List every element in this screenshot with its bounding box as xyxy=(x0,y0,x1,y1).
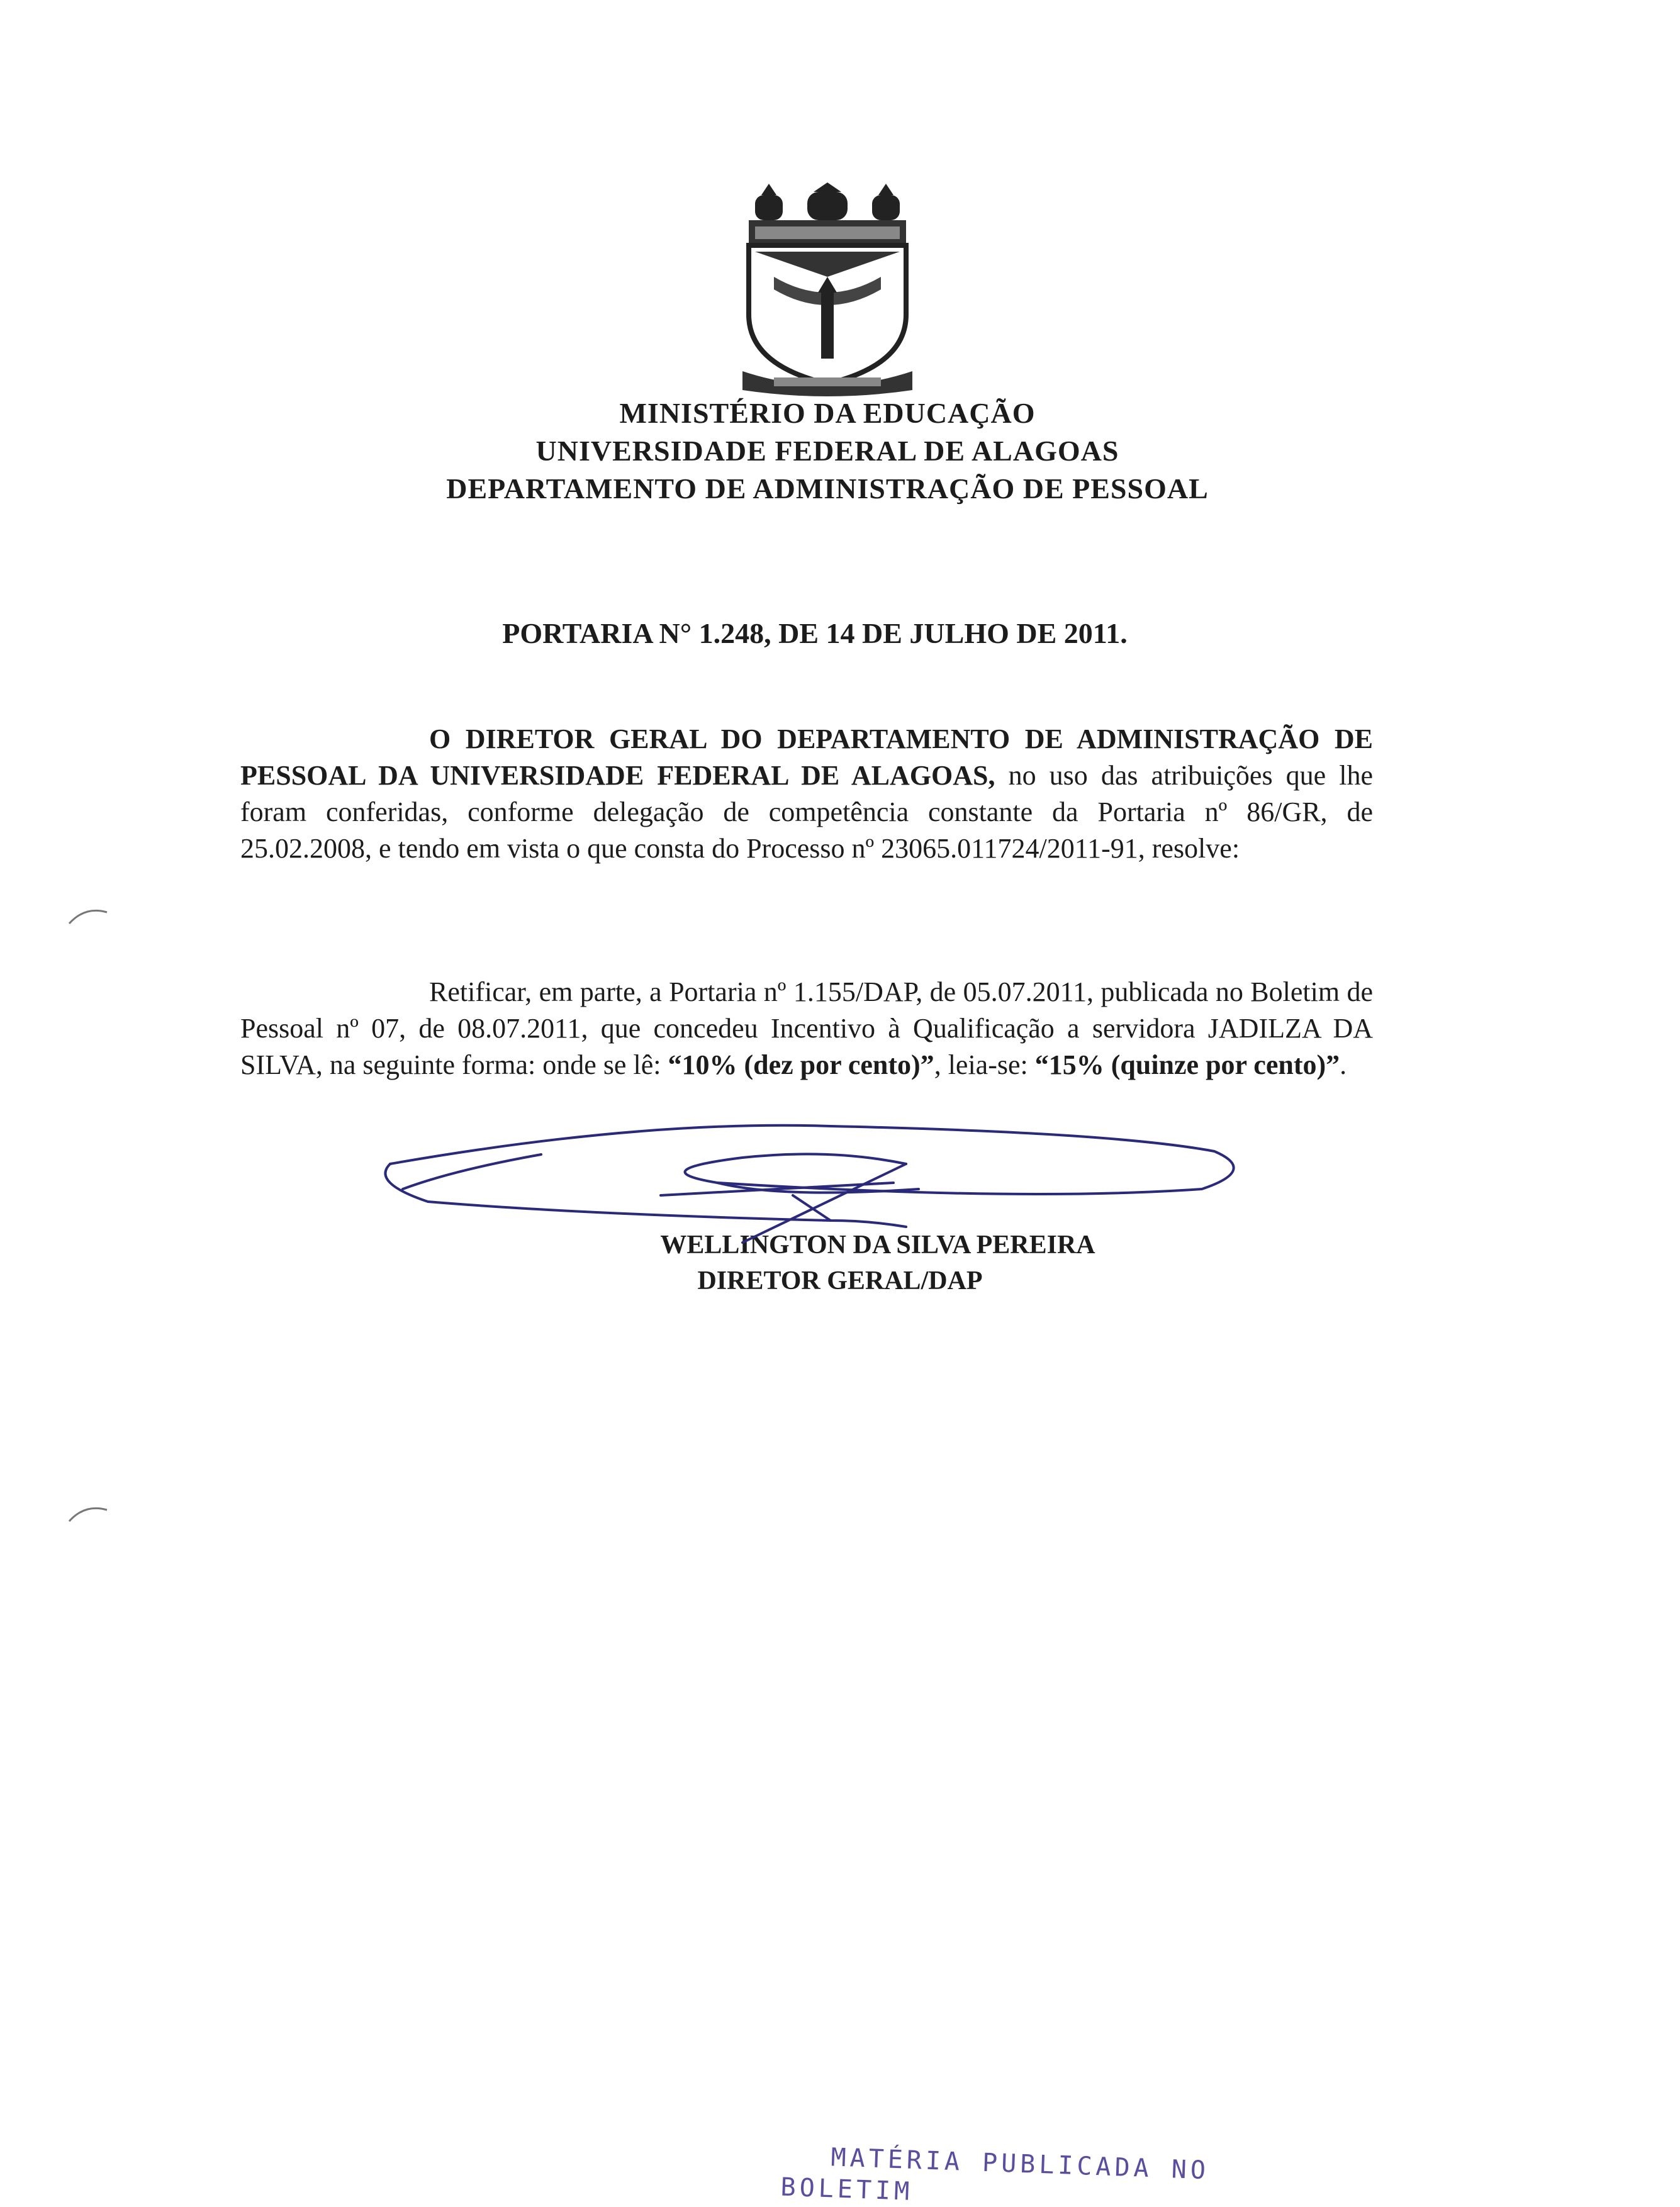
stamp-line-2: BOLETIM xyxy=(780,2172,914,2206)
resolution-text-1: Retificar, em parte, a Portaria nº 1.155/DAP, de 05.07.2011, publicada no Boletim de Pessoal nº 07, de 08.07.2011, que concedeu Incentivo à Qualificação a servidora JADILZA DA SILVA, na seguinte forma: onde se lê: xyxy=(240,976,1373,1080)
margin-mark xyxy=(66,906,110,925)
resolution-text-3: . xyxy=(1340,1049,1347,1080)
header-ministry: MINISTÉRIO DA EDUCAÇÃO xyxy=(619,397,1036,429)
signatory-role: DIRETOR GERAL/DAP xyxy=(697,1266,983,1295)
resolution-paragraph xyxy=(240,974,1373,1083)
preamble-text: no uso das atribuições que lhe foram conferidas, conforme delegação de competência constante da Portaria nº 86/GR, de 25.02.2008, e tendo em vista o que consta do Processo nº 23065.011724/2011-91, resolve: xyxy=(240,760,1373,864)
preamble-authority: O DIRETOR GERAL DO DEPARTAMENTO DE ADMINISTRAÇÃO DE PESSOAL DA UNIVERSIDADE FEDERAL DE ALAGOAS, xyxy=(240,724,1373,791)
stamp-line-1: MATÉRIA PUBLICADA NO xyxy=(830,2143,1210,2186)
resolution-new-value: “15% (quinze por cento)” xyxy=(1034,1049,1340,1080)
publication-stamp xyxy=(780,2143,1210,2207)
header-department: DEPARTAMENTO DE ADMINISTRAÇÃO DE PESSOAL xyxy=(446,472,1209,505)
preamble-paragraph xyxy=(240,721,1373,867)
resolution-old-value: “10% (dez por cento)” xyxy=(668,1049,934,1080)
ordinance-title: PORTARIA N° 1.248, DE 14 DE JULHO DE 2011. xyxy=(502,617,1128,649)
university-crest-icon xyxy=(736,182,919,403)
handwritten-signature xyxy=(390,1095,1246,1283)
resolution-text-2: , leia-se: xyxy=(934,1049,1035,1080)
header-university: UNIVERSIDADE FEDERAL DE ALAGOAS xyxy=(535,435,1119,467)
signatory-name: WELLINGTON DA SILVA PEREIRA xyxy=(660,1231,1095,1260)
margin-mark xyxy=(66,1504,110,1523)
